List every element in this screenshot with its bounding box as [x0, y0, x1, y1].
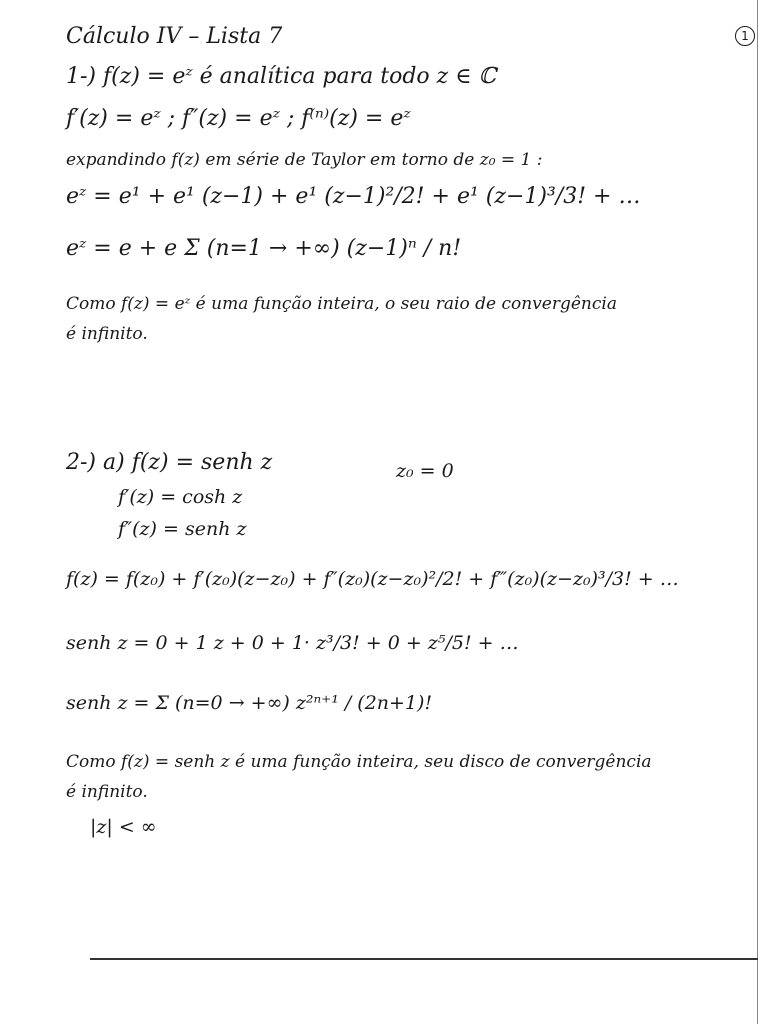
page-title: Cálculo IV – Lista 7: [66, 24, 283, 49]
page-edge: [757, 0, 758, 1024]
q2-line-6: senh z = Σ (n=0 → +∞) z²ⁿ⁺¹ / (2n+1)!: [66, 692, 433, 714]
q1-line-6: Como f(z) = eᶻ é uma função inteira, o seu raio de convergência: [66, 294, 617, 314]
page-number: 1: [735, 26, 755, 46]
q2-line-2: f′(z) = cosh z: [118, 486, 243, 508]
q1-line-4: eᶻ = e¹ + e¹ (z−1) + e¹ (z−1)²/2! + e¹ (z−1)³/3! + …: [66, 184, 641, 209]
q1-line-1: 1-) f(z) = eᶻ é analítica para todo z ∈ ℂ: [66, 64, 497, 89]
bottom-rule: [90, 958, 758, 960]
q1-line-7: é infinito.: [66, 324, 148, 344]
q1-line-2: f′(z) = eᶻ ; f″(z) = eᶻ ; f⁽ⁿ⁾(z) = eᶻ: [66, 106, 411, 131]
q1-line-3: expandindo f(z) em série de Taylor em torno de z₀ = 1 :: [66, 150, 543, 170]
q2-line-7: Como f(z) = senh z é uma função inteira, seu disco de convergência: [66, 752, 652, 772]
q2-line-4: f(z) = f(z₀) + f′(z₀)(z−z₀) + f″(z₀)(z−z₀)²/2! + f‴(z₀)(z−z₀)³/3! + …: [66, 568, 679, 590]
q2-line-1: 2-) a) f(z) = senh z: [66, 450, 273, 475]
q1-line-5: eᶻ = e + e Σ (n=1 → +∞) (z−1)ⁿ / n!: [66, 236, 462, 261]
q2-line-9: |z| < ∞: [90, 816, 157, 838]
q2-line-3: f″(z) = senh z: [118, 518, 247, 540]
q2-line-8: é infinito.: [66, 782, 148, 802]
q2-line-5: senh z = 0 + 1 z + 0 + 1· z³/3! + 0 + z⁵/5! + …: [66, 632, 519, 654]
q2-z0-label: z₀ = 0: [396, 460, 454, 482]
